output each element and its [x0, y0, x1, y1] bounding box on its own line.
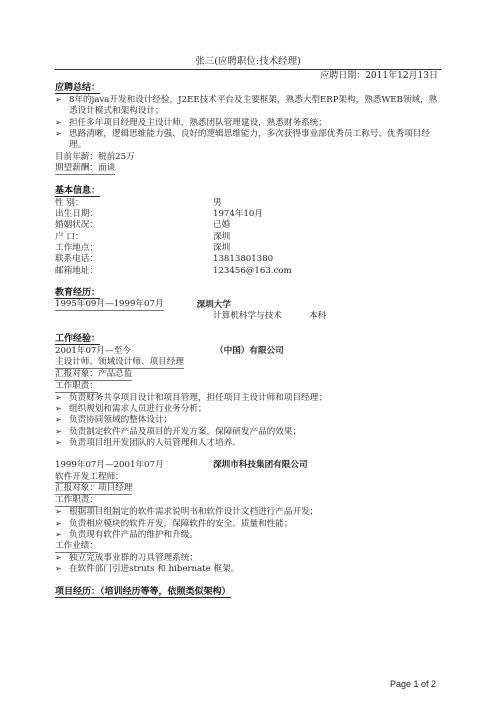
education-title: 教育经历：	[55, 288, 101, 299]
summary-bullet: ➢ 担任多年项目经理及主设计师，熟悉团队管理建设，熟悉财务系统；	[55, 118, 441, 129]
job-duty: ➢ 组织规划和需求人员进行业务分析；	[55, 404, 441, 415]
info-row-email: 邮箱地址： 123456@163.com	[55, 265, 292, 276]
job-duty: ➢ 负责项目组开发团队的人员管理和人才培养。	[55, 438, 441, 449]
job-achievement: ➢ 独立完成事业群的刀具管理系统；	[55, 553, 441, 564]
job-achievement: ➢ 在软件部门引进struts 和 hibernate 框架。	[55, 564, 441, 575]
expected-salary: 期望薪酬：面谈	[55, 162, 116, 173]
job-duty: ➢ 根据项目组制定的软件需求说明书和软件设计文档进行产品开发；	[55, 507, 441, 518]
job-period: 1999年07月—2001年07月	[55, 460, 164, 471]
job-report-to: 汇报对象：项目经理	[55, 483, 133, 494]
summary-title: 应聘总结：	[55, 83, 101, 93]
job-duty: ➢ 负责财务共享项目设计和项目管理，担任项目主设计师和项目经理；	[55, 393, 441, 404]
work-title: 工作经验：	[55, 333, 101, 344]
education-major: 计算机科学与技术	[213, 311, 282, 322]
education-school: 深圳大学	[196, 299, 231, 310]
info-row-birth: 出生日期： 1974年10月	[55, 209, 263, 220]
job-achievements-title: 工作业绩：	[55, 541, 98, 552]
job-report-to: 汇报对象：产品总监	[55, 368, 133, 379]
basic-info-title: 基本信息：	[55, 185, 101, 196]
summary-bullet: ➢ 8年的java开发和设计经验，J2EE技术平台及主要框架，熟悉大型ERP架构，熟悉WEB领域，熟悉设计模式和架构设计；	[55, 95, 441, 118]
job-header	[55, 346, 441, 357]
page-number: Page 1 of 2	[389, 679, 436, 689]
job-duty: ➢ 负责相应模块的软件开发，保障软件的安全、质量和性能；	[55, 519, 441, 530]
application-date: 应聘日期：2011年12月13日	[320, 71, 438, 81]
info-row-location: 工作地点： 深圳	[55, 243, 231, 254]
education-degree: 本科	[309, 311, 327, 322]
job-header	[55, 460, 441, 471]
job-company: （中国）有限公司	[215, 345, 284, 356]
job-duties-title: 工作职责：	[55, 495, 98, 506]
education-row	[55, 300, 441, 311]
education-detail	[55, 311, 441, 322]
job-duty: ➢ 负责协同领域的整体设计；	[55, 415, 441, 426]
page-title: 张三(应聘职位:技术经理)	[195, 56, 301, 67]
projects-title: 项目经历：（培训经历等等，依照类似架构）	[55, 586, 231, 597]
info-row-marital: 婚姻状况： 已婚	[55, 220, 231, 231]
job-position: 主设计师、领域设计师、项目经理	[55, 356, 184, 367]
job-period: 2001年07月—至今	[55, 345, 131, 356]
info-row-hukou: 户 口： 深圳	[55, 231, 231, 242]
info-row-gender: 性 别： 男	[55, 197, 222, 208]
info-row-phone: 联系电话： 13813801380	[55, 254, 274, 265]
job-duty: ➢ 负责现有软件产品的维护和升级。	[55, 530, 441, 541]
summary-bullet: ➢ 思路清晰，逻辑思维能力强、良好的逻辑思维能力，多次获得事业部优秀员工称号、优秀项目经理。	[55, 129, 441, 152]
resume-content	[55, 83, 441, 599]
job-duty: ➢ 负责制定软件产品及项目的开发方案，保障研发产品的效果；	[55, 427, 441, 438]
education-period: 1995年09月—1999年07月	[55, 300, 164, 311]
header-divider	[55, 69, 441, 70]
current-salary: 目前年薪：税前25万	[55, 151, 135, 162]
job-company: 深圳市科技集团有限公司	[213, 460, 308, 471]
job-duties-title: 工作职责：	[55, 380, 98, 391]
job-position: 软件开发工程师：	[55, 471, 124, 482]
